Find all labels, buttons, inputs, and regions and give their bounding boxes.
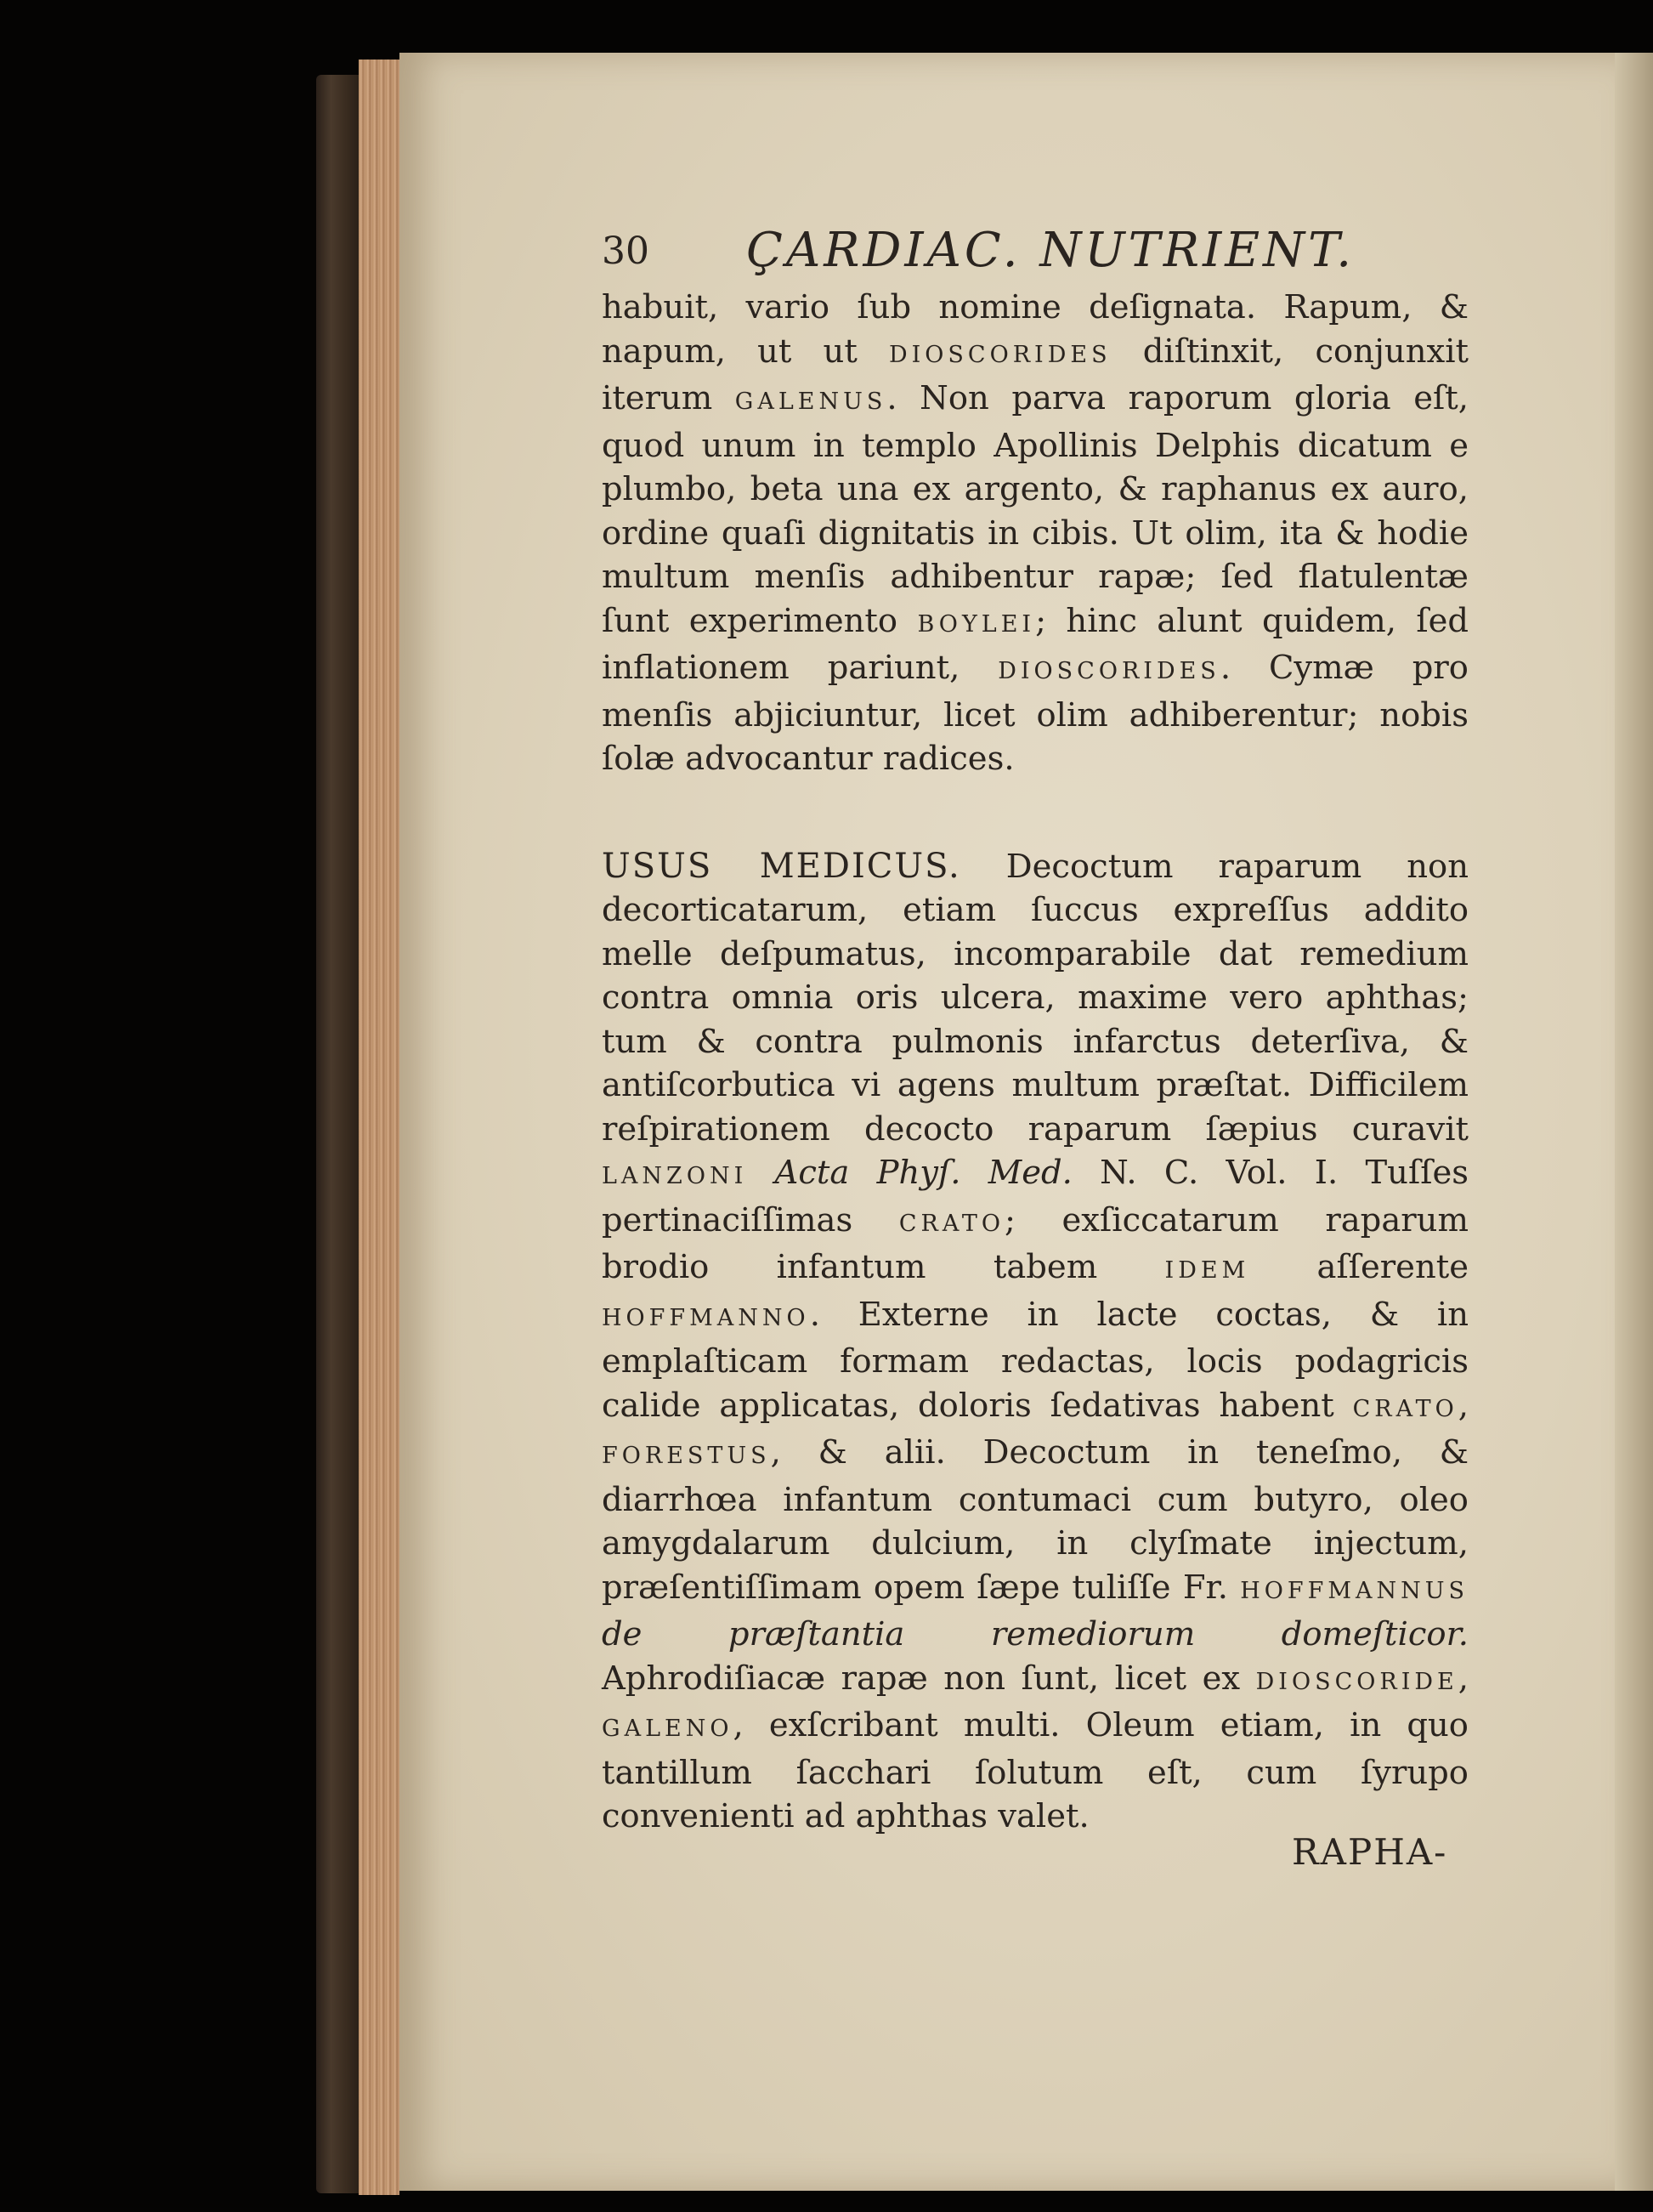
text-run: . Externe in lacte coctas, & in emplaſticam formam redactas, locis podagricis calide applicatas, doloris ſedativas habent	[602, 1295, 1469, 1425]
text-run: ,	[1458, 1386, 1469, 1425]
running-head: ÇARDIAC. NUTRIENT.	[746, 223, 1355, 278]
text-run: ,	[1458, 1659, 1469, 1698]
paragraph-description	[602, 286, 1469, 781]
paragraph-gap	[602, 781, 1469, 845]
paragraph-usus-medicus	[602, 845, 1469, 1839]
author-name: HOFFMANNO	[602, 1304, 810, 1331]
author-name: GALENUS	[734, 389, 887, 415]
author-name: CRATO	[1352, 1395, 1458, 1422]
text-run: Aphrodiſiacæ rapæ non ſunt, licet ex	[602, 1659, 1256, 1698]
text-run: habuit, vario ſub nomine deſignata. Rapum, & napum, ut ut	[602, 288, 1469, 371]
page-stack-edge	[359, 60, 399, 2195]
text-run: N. C. Vol. I. Tuſſes pertinaciſſimas	[602, 1154, 1469, 1239]
catchword: RAPHA-	[1292, 1831, 1448, 1873]
author-name: IDEM	[1164, 1257, 1250, 1284]
page-number: 30	[602, 230, 649, 273]
text-run: ; exſiccatarum raparum brodio infantum tabem	[602, 1200, 1469, 1286]
facing-page-edge	[1615, 53, 1653, 2191]
author-name: LANZONI	[602, 1163, 748, 1189]
text-run: , & alii. Decoctum in teneſmo, & diarrhœa infantum contumaci cum butyro, oleo amygdalarum dulcium, in clyſmate injectum, præſentiſſimam opem ſæpe tuliſſe Fr.	[602, 1433, 1469, 1607]
text-run	[747, 1154, 774, 1192]
author-name: CRATO	[898, 1210, 1005, 1237]
author-name: DIOSCORIDE	[1255, 1668, 1458, 1695]
text-run: . Non parva raporum gloria eſt, quod unum in templo Apollinis Delphis dicatum e plumbo, beta una ex argento, & raphanus ex auro, ordine quaſi dignitatis in cibis. Ut olim, ita & hodie multum menſis adhibentur rapæ; ſed flatulentæ ſunt experimento	[602, 379, 1469, 640]
citation-title: Acta Phyſ. Med.	[774, 1154, 1073, 1192]
author-name: FORESTUS	[602, 1443, 771, 1469]
citation-title: de præſtantia remediorum domeſticor.	[602, 1615, 1469, 1653]
text-run: diſtinxit, conjunxit iterum	[602, 332, 1469, 417]
page-content	[602, 223, 1469, 1839]
book-spine-edge	[316, 75, 359, 2193]
author-name: HOFFMANNUS	[1240, 1577, 1469, 1604]
section-heading: USUS MEDICUS.	[602, 846, 961, 886]
text-run: . Cymæ pro menſis abjiciuntur, licet olim adhiberentur; nobis ſolæ advocantur radices.	[602, 649, 1469, 778]
author-name: BOYLEI	[917, 610, 1036, 638]
author-name: DIOSCORIDES	[998, 658, 1220, 684]
text-run: ; hinc alunt quidem, ſed inflationem pariunt,	[602, 601, 1469, 687]
page-header	[602, 223, 1469, 278]
text-run: Decoctum raparum non decorticatarum, etiam ſuccus expreſſus addito melle deſpumatus, incomparabile dat remedium contra omnia oris ulcera, maxime vero aphthas; tum & contra pulmonis infarctus deterſiva, & antiſcorbutica vi agens multum præſtat. Difficilem reſpirationem decocto raparum ſæpius curavit	[602, 847, 1469, 1149]
text-run: , exſcribant multi. Oleum etiam, in quo tantillum ſacchari ſolutum eſt, cum ſyrupo convenienti ad aphthas valet.	[602, 1706, 1469, 1835]
author-name: GALENO	[602, 1716, 733, 1742]
text-run: aſſerente	[1249, 1248, 1469, 1286]
author-name: DIOSCORIDES	[888, 341, 1112, 368]
